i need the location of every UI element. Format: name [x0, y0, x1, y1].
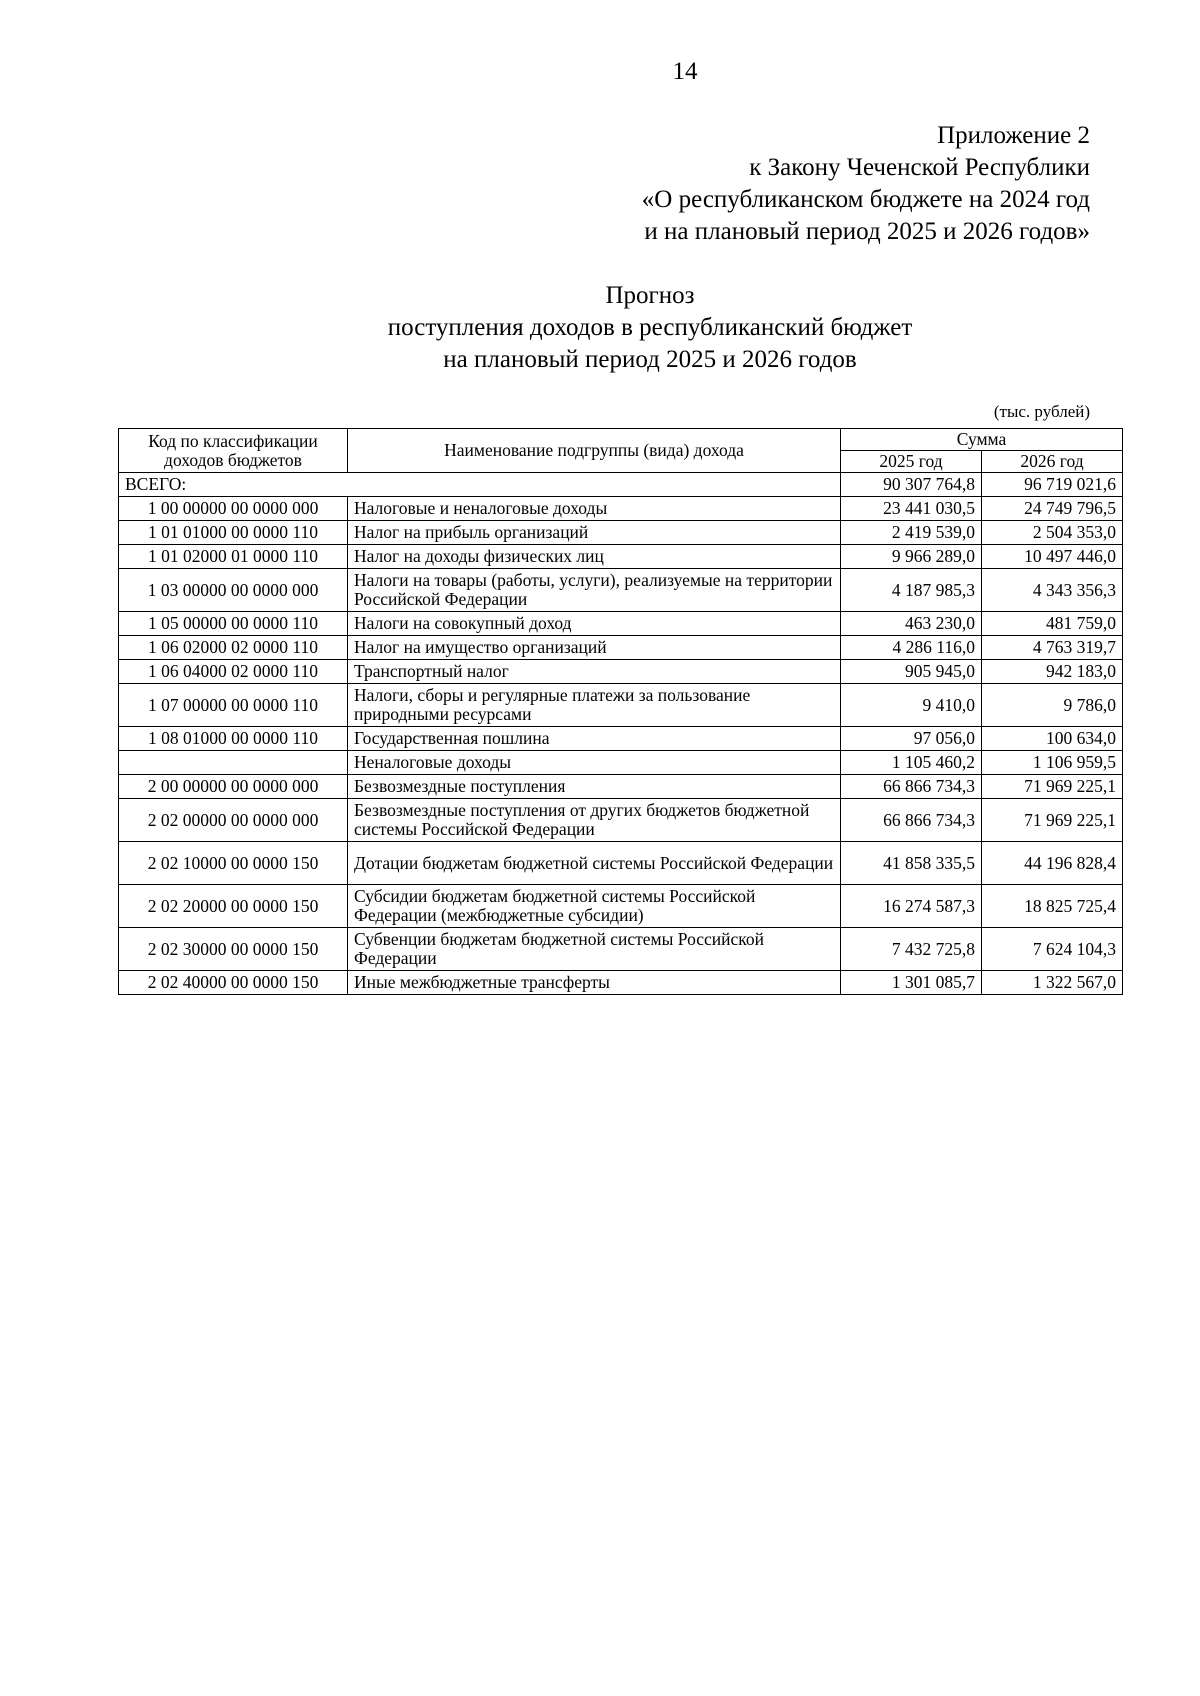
- cell-2026: 2 504 353,0: [982, 521, 1123, 545]
- cell-code: 2 02 40000 00 0000 150: [119, 971, 348, 995]
- cell-2026: 1 322 567,0: [982, 971, 1123, 995]
- cell-name: Субсидии бюджетам бюджетной системы Российской Федерации (межбюджетные субсидии): [348, 885, 841, 928]
- cell-name: Безвозмездные поступления от других бюджетов бюджетной системы Российской Федерации: [348, 799, 841, 842]
- cell-name: Налоги на совокупный доход: [348, 612, 841, 636]
- cell-2025: 905 945,0: [841, 660, 982, 684]
- cell-name: Налоговые и неналоговые доходы: [348, 497, 841, 521]
- cell-2026: 481 759,0: [982, 612, 1123, 636]
- cell-name: Налоги на товары (работы, услуги), реализуемые на территории Российской Федерации: [348, 569, 841, 612]
- table-row: [119, 612, 1123, 636]
- total-row: [119, 473, 1123, 497]
- cell-name: Государственная пошлина: [348, 727, 841, 751]
- cell-name: Налоги, сборы и регулярные платежи за пользование природными ресурсами: [348, 684, 841, 727]
- total-label: ВСЕГО:: [119, 473, 841, 497]
- cell-name: Субвенции бюджетам бюджетной системы Российской Федерации: [348, 928, 841, 971]
- title-line: Прогноз: [605, 282, 695, 309]
- cell-2026: 7 624 104,3: [982, 928, 1123, 971]
- cell-2025: 463 230,0: [841, 612, 982, 636]
- cell-2026: 71 969 225,1: [982, 775, 1123, 799]
- cell-name: Неналоговые доходы: [348, 751, 841, 775]
- table-row: [119, 636, 1123, 660]
- cell-2026: 10 497 446,0: [982, 545, 1123, 569]
- appendix-line: и на плановый период 2025 и 2026 годов»: [644, 218, 1090, 245]
- cell-name: Налог на прибыль организаций: [348, 521, 841, 545]
- cell-code: 2 02 00000 00 0000 000: [119, 799, 348, 842]
- cell-2025: 1 105 460,2: [841, 751, 982, 775]
- cell-2025: 41 858 335,5: [841, 842, 982, 885]
- units-label: (тыс. рублей): [993, 402, 1090, 421]
- table-row: [119, 545, 1123, 569]
- cell-name: Безвозмездные поступления: [348, 775, 841, 799]
- cell-2026: 18 825 725,4: [982, 885, 1123, 928]
- page-number: 14: [672, 58, 698, 85]
- cell-2025: 16 274 587,3: [841, 885, 982, 928]
- title-line: на плановый период 2025 и 2026 годов: [443, 346, 857, 373]
- cell-code: 1 06 02000 02 0000 110: [119, 636, 348, 660]
- cell-2025: 1 301 085,7: [841, 971, 982, 995]
- cell-2026: 24 749 796,5: [982, 497, 1123, 521]
- table-row: [119, 727, 1123, 751]
- header-name: Наименование подгруппы (вида) дохода: [348, 429, 841, 473]
- cell-name: Иные межбюджетные трансферты: [348, 971, 841, 995]
- cell-code: 1 01 01000 00 0000 110: [119, 521, 348, 545]
- table-row: [119, 569, 1123, 612]
- table-row: [119, 885, 1123, 928]
- table-row: [119, 521, 1123, 545]
- cell-2025: 9 966 289,0: [841, 545, 982, 569]
- cell-2025: 7 432 725,8: [841, 928, 982, 971]
- table-row: [119, 971, 1123, 995]
- total-2026: 96 719 021,6: [982, 473, 1123, 497]
- cell-name: Налог на имущество организаций: [348, 636, 841, 660]
- cell-2025: 9 410,0: [841, 684, 982, 727]
- cell-2026: 100 634,0: [982, 727, 1123, 751]
- cell-code: 1 06 04000 02 0000 110: [119, 660, 348, 684]
- header-code: Код по классификации доходов бюджетов: [119, 429, 348, 473]
- cell-code: 1 00 00000 00 0000 000: [119, 497, 348, 521]
- appendix-line: к Закону Чеченской Республики: [749, 154, 1090, 181]
- cell-2025: 4 187 985,3: [841, 569, 982, 612]
- title-line: поступления доходов в республиканский бюджет: [387, 314, 913, 341]
- cell-2026: 71 969 225,1: [982, 799, 1123, 842]
- cell-name: Налог на доходы физических лиц: [348, 545, 841, 569]
- cell-code: 1 08 01000 00 0000 110: [119, 727, 348, 751]
- cell-code: 2 02 30000 00 0000 150: [119, 928, 348, 971]
- table-row: [119, 799, 1123, 842]
- cell-2025: 66 866 734,3: [841, 775, 982, 799]
- header-sum: Сумма: [841, 429, 1123, 451]
- table-row: [119, 660, 1123, 684]
- cell-code: 2 02 10000 00 0000 150: [119, 842, 348, 885]
- cell-2026: 9 786,0: [982, 684, 1123, 727]
- revenue-table: [118, 428, 1123, 995]
- cell-code: 1 07 00000 00 0000 110: [119, 684, 348, 727]
- table-row: [119, 497, 1123, 521]
- cell-2026: 4 763 319,7: [982, 636, 1123, 660]
- cell-code: 2 02 20000 00 0000 150: [119, 885, 348, 928]
- cell-name: Дотации бюджетам бюджетной системы Российской Федерации: [348, 842, 841, 885]
- cell-2025: 4 286 116,0: [841, 636, 982, 660]
- header-year-2025: 2025 год: [841, 451, 982, 473]
- table-row: [119, 775, 1123, 799]
- document-title: [120, 280, 1180, 376]
- cell-2026: 4 343 356,3: [982, 569, 1123, 612]
- cell-code: [119, 751, 348, 775]
- appendix-line: «О республиканском бюджете на 2024 год: [641, 186, 1090, 213]
- table-row: [119, 684, 1123, 727]
- cell-2026: 1 106 959,5: [982, 751, 1123, 775]
- cell-code: 2 00 00000 00 0000 000: [119, 775, 348, 799]
- cell-2025: 23 441 030,5: [841, 497, 982, 521]
- total-2025: 90 307 764,8: [841, 473, 982, 497]
- cell-code: 1 03 00000 00 0000 000: [119, 569, 348, 612]
- table-row: [119, 928, 1123, 971]
- cell-2025: 97 056,0: [841, 727, 982, 751]
- table-row: [119, 842, 1123, 885]
- cell-code: 1 01 02000 01 0000 110: [119, 545, 348, 569]
- cell-2026: 942 183,0: [982, 660, 1123, 684]
- cell-2025: 2 419 539,0: [841, 521, 982, 545]
- table-row: [119, 751, 1123, 775]
- cell-2025: 66 866 734,3: [841, 799, 982, 842]
- cell-name: Транспортный налог: [348, 660, 841, 684]
- header-year-2026: 2026 год: [982, 451, 1123, 473]
- appendix-line: Приложение 2: [937, 122, 1090, 149]
- cell-code: 1 05 00000 00 0000 110: [119, 612, 348, 636]
- appendix-header: [642, 120, 1090, 248]
- cell-2026: 44 196 828,4: [982, 842, 1123, 885]
